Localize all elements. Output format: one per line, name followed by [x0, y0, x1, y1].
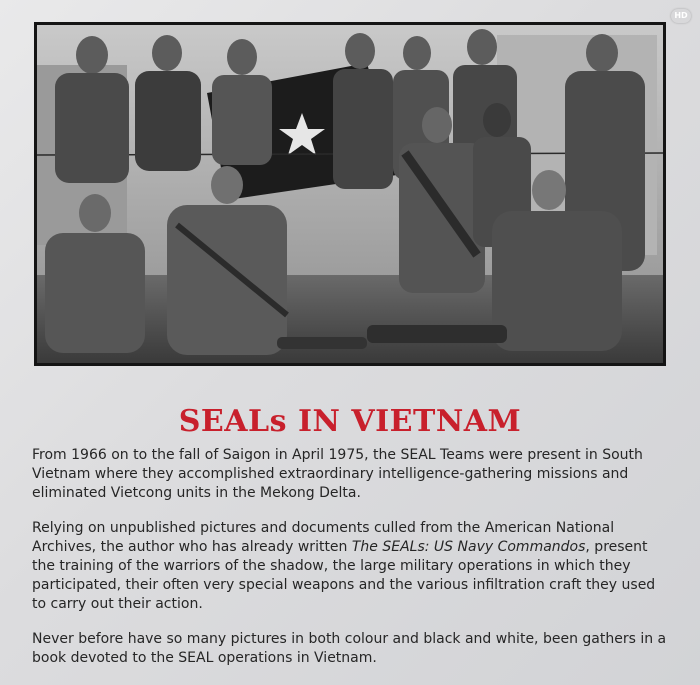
group-photo [34, 22, 666, 366]
hd-badge: HD [671, 9, 691, 23]
paragraph-sources-start: Relying on unpublished pictures and documents culled from the American National Archives, the author who has already written [32, 520, 615, 555]
paragraph-sources-end: , present the training of the warriors of the shadow, the large military operations in which they participated, their often very special weapons and the various infiltration craft they used to carry out their action. [32, 539, 656, 612]
page-title: SEALs IN VIETNAM [178, 404, 522, 439]
description-text [32, 446, 672, 684]
paragraph-sources [32, 519, 672, 614]
paragraph-intro: From 1966 on to the fall of Saigon in April 1975, the SEAL Teams were present in South Vietnam where they accomplished extraordinary intelligence-gathering missions and eliminated Vietcong units in the Mekong Delta. [32, 447, 643, 501]
group-photo-illustration [37, 25, 663, 363]
book-title: The SEALs: US Navy Commandos [351, 539, 586, 555]
paragraph-closing: Never before have so many pictures in both colour and black and white, been gathers in a book devoted to the SEAL operations in Vietnam. [32, 631, 667, 666]
